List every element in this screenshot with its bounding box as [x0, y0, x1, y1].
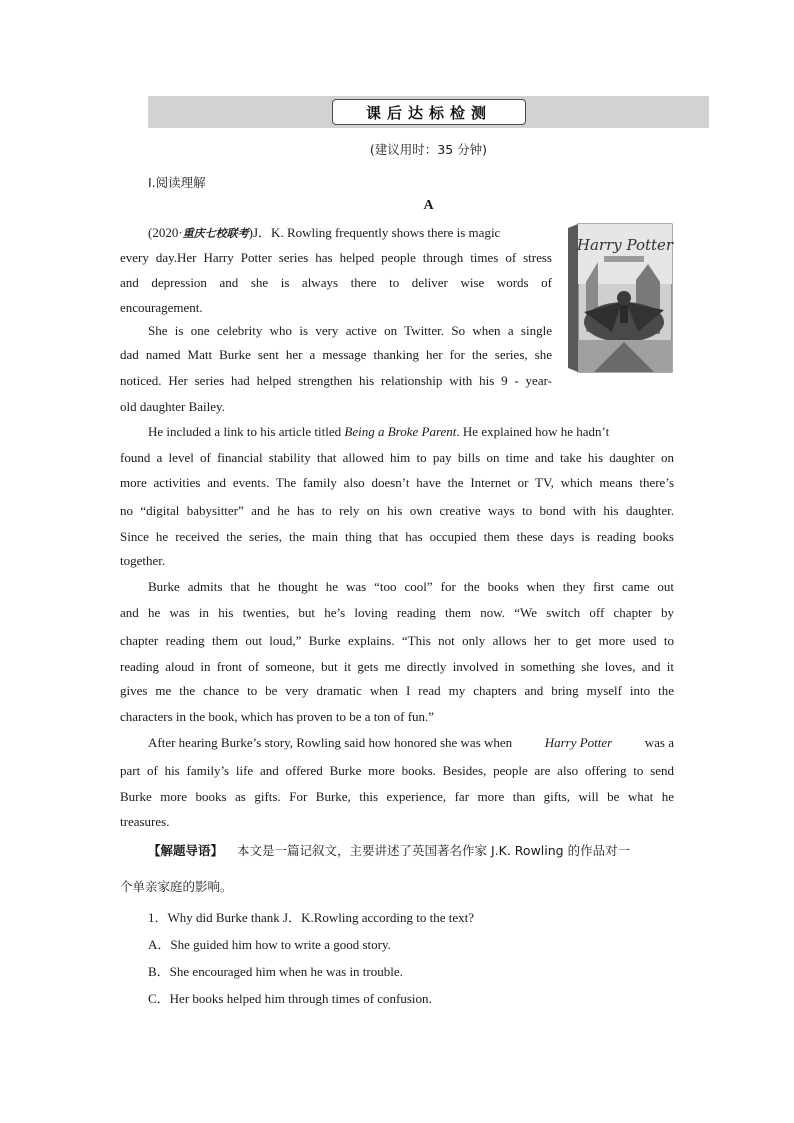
article-line: no “digital babysitter” and he has to rely on his own creative ways to bond with his daughter. — [120, 503, 674, 518]
guide-text: 本文是一篇记叙文，主要讲述了英国著名作家 J.K. Rowling 的作品对一 — [237, 843, 631, 858]
reading-guide — [148, 842, 674, 860]
reading-guide-cont — [120, 878, 674, 896]
article-line: encouragement. — [120, 300, 203, 315]
article-line: and he was in his twenties, but he’s loving reading them now. “We switch off chapter by — [120, 605, 674, 620]
article-line: treasures. — [120, 814, 170, 829]
article-line: She is one celebrity who is very active on Twitter. So when a single — [148, 323, 552, 338]
source-tag: 重庆七校联考 — [182, 227, 249, 240]
article-line: Since he received the series, the main thing that has occupied them these days is reading books — [120, 529, 674, 544]
banner-title: 课后达标检测 — [332, 99, 526, 125]
article-line: noticed. Her series had helped strengthen his relationship with his 9 - year- — [120, 373, 552, 388]
article-line: Burke more books as gifts. For Burke, this experience, far more than gifts, will be what he — [120, 789, 674, 804]
option-c[interactable]: C．Her books helped him through times of confusion. — [148, 991, 432, 1006]
section-heading: Ⅰ.阅读理解 — [148, 175, 206, 190]
article-line: chapter reading them out loud,” Burke explains. “This not only allows her to get more used to — [120, 633, 674, 648]
article-line: reading aloud in front of someone, but it gets me directly involved in something she loves, and it — [120, 659, 674, 674]
article-line: part of his family’s life and offered Burke more books. Besides, people are also offering to send — [120, 763, 674, 778]
article-line: characters in the book, which has proven to be a ton of fun.” — [120, 709, 435, 724]
article-line: every day.Her Harry Potter series has helped people through times of stress — [120, 250, 552, 265]
title-banner — [148, 96, 709, 128]
article-line: more activities and events. The family also doesn’t have the Internet or TV, which means there’s — [120, 475, 674, 490]
article-line: After hearing Burke’s story, Rowling said how honored she was when Harry Potter was a — [148, 735, 674, 750]
cover-title: Harry Potter — [576, 236, 674, 254]
book-cover-image — [564, 222, 674, 376]
option-b[interactable]: B．She encouraged him when he was in trouble. — [148, 964, 403, 979]
article-line: found a level of financial stability that allowed him to pay bills on time and take his daughter on — [120, 450, 674, 465]
article-line: and depression and she is always there to deliver wise words of — [120, 275, 552, 290]
book-title: Harry Potter — [544, 735, 613, 750]
guide-text: 个单亲家庭的影响。 — [120, 879, 233, 894]
article-line: Burke admits that he thought he was “too cool” for the books when they first came out — [148, 579, 674, 594]
article-line: dad named Matt Burke sent her a message thanking her for the series, she — [120, 347, 552, 362]
article-line: together. — [120, 553, 166, 568]
passage-letter: A — [423, 198, 434, 213]
option-a[interactable]: A．She guided him how to write a good story. — [148, 937, 391, 952]
article-line: (2020·重庆七校联考)J．K. Rowling frequently shows there is magic — [148, 224, 552, 243]
article-line: He included a link to his article titled Being a Broke Parent . He explained how he hadn’t — [148, 424, 610, 439]
article-title: Being a Broke Parent — [344, 424, 457, 439]
article-line: old daughter Bailey. — [120, 399, 225, 414]
question-stem: 1．Why did Burke thank J．K.Rowling according to the text? — [148, 910, 475, 925]
article-line: gives me the chance to be very dramatic when I read my chapters and bring myself into the — [120, 683, 674, 698]
guide-label: 【解题导语】 — [148, 843, 224, 858]
suggested-time: (建议用时：35 分钟) — [369, 142, 488, 157]
